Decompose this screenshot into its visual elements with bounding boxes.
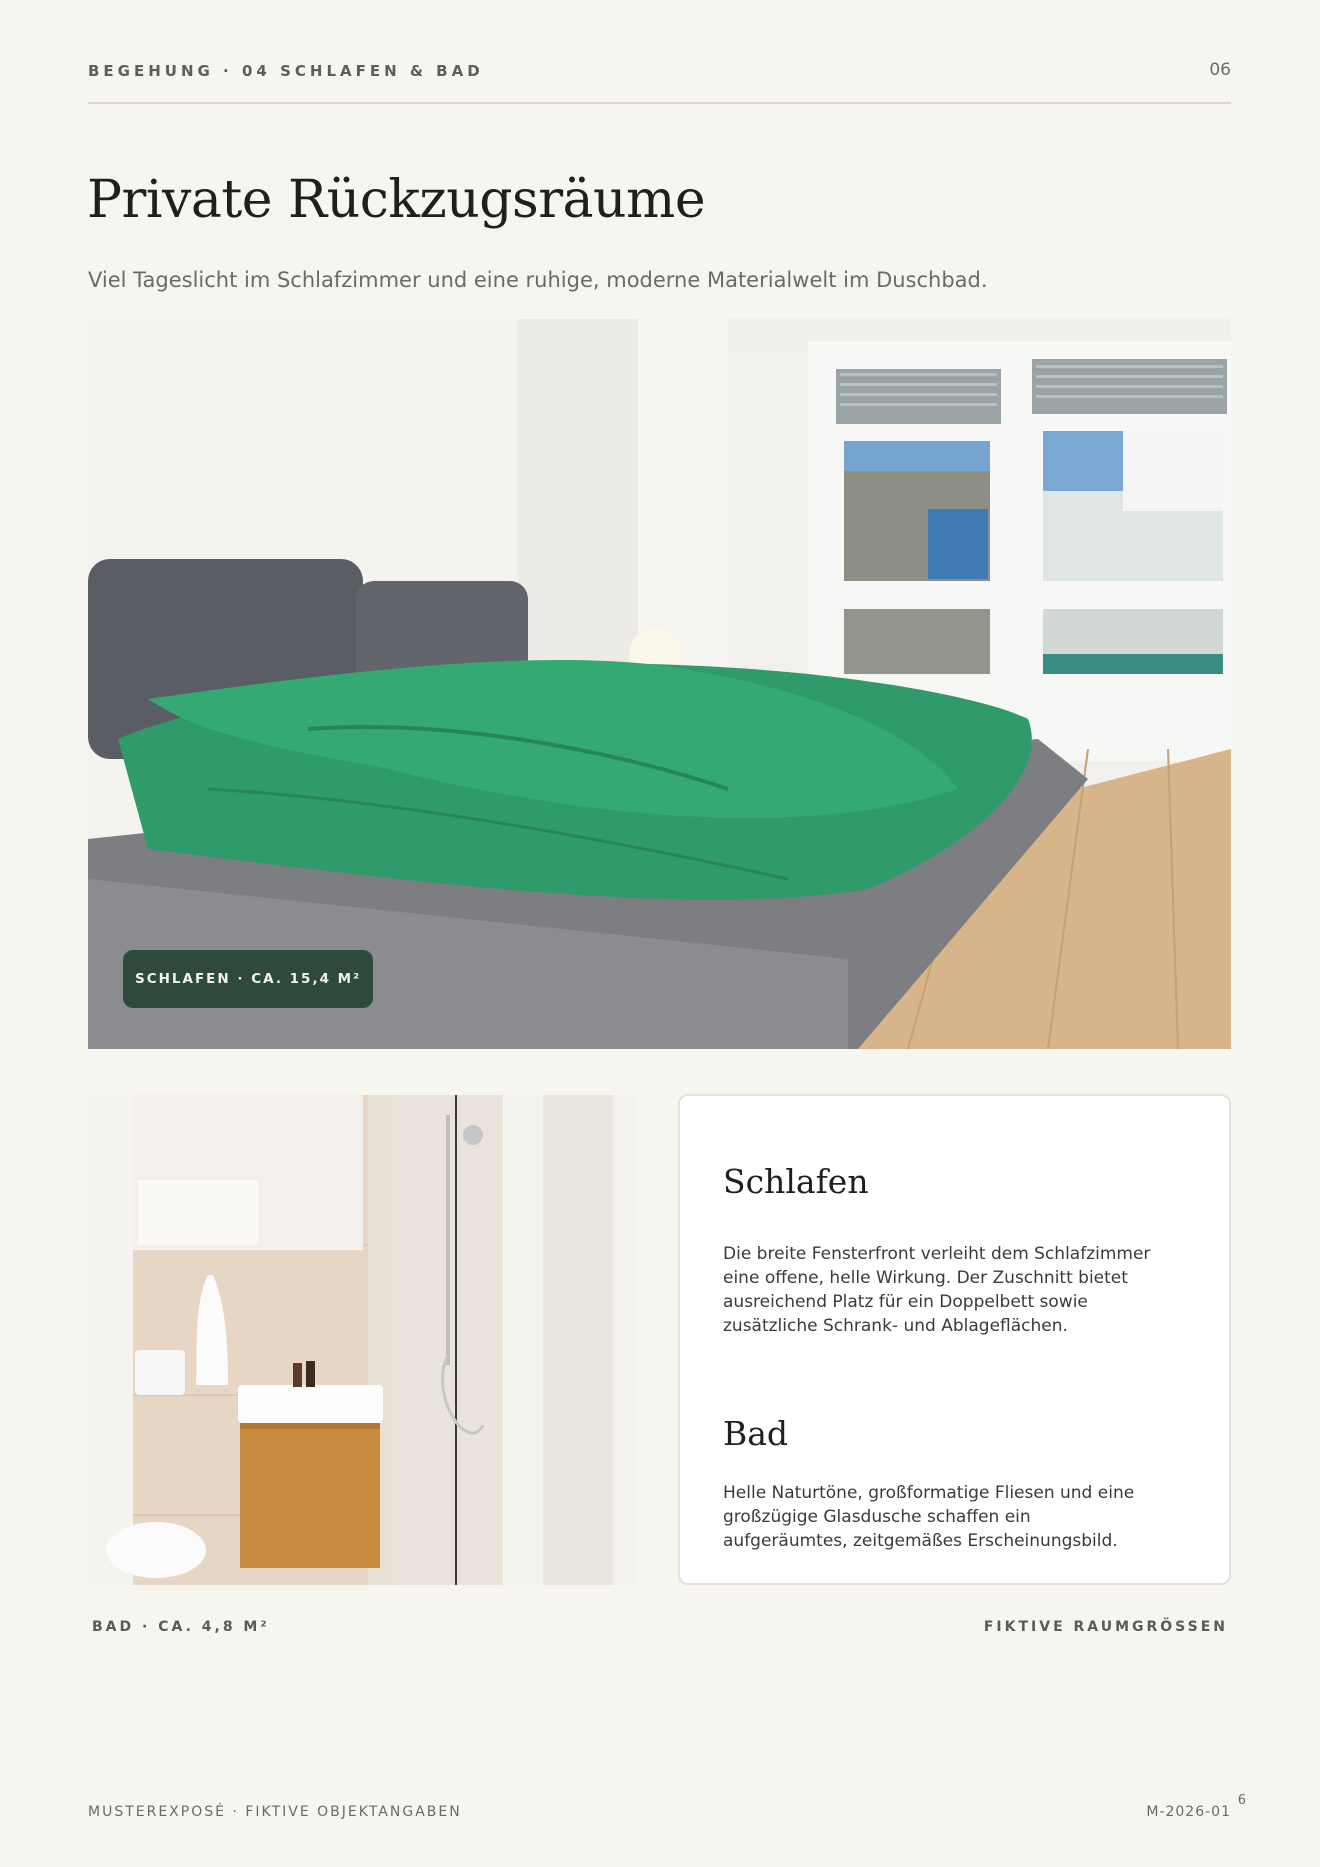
bedroom-area-badge: SCHLAFEN · CA. 15,4 M² — [123, 950, 373, 1008]
bath-area-caption: BAD · CA. 4,8 M² — [92, 1619, 270, 1635]
bad-description: Helle Naturtöne, großformatige Fliesen und eine großzügige Glasdusche schaffen ein aufgeräumtes, zeitgemäßes Erscheinungsbild. — [723, 1483, 1135, 1551]
page-title: Private Rückzugsräume — [87, 170, 706, 230]
bathroom-photo — [88, 1095, 636, 1585]
page-number: 06 — [1209, 60, 1231, 80]
info-card — [678, 1094, 1231, 1585]
bad-heading: Bad — [723, 1414, 789, 1453]
header-divider — [88, 102, 1231, 104]
schlafen-heading: Schlafen — [723, 1162, 869, 1201]
bedroom-photo — [88, 319, 1231, 1049]
page-subtitle: Viel Tageslicht im Schlafzimmer und eine ruhige, moderne Materialwelt im Duschbad. — [88, 268, 988, 292]
section-label: BEGEHUNG · 04 SCHLAFEN & BAD — [88, 62, 484, 80]
fictional-sizes-note: FIKTIVE RAUMGRÖSSEN — [983, 1619, 1228, 1635]
footer-document-label: MUSTEREXPOSÉ · FIKTIVE OBJEKTANGABEN — [88, 1804, 462, 1820]
footer-reference-code: M-2026-01 — [1146, 1804, 1231, 1820]
footer-page-superscript: 6 — [1237, 1793, 1246, 1808]
schlafen-description: Die breite Fensterfront verleiht dem Schlafzimmer eine offene, helle Wirkung. Der Zuschnitt bietet ausreichend Platz für ein Doppelbett sowie zusätzliche Schrank- und Ablageflächen. — [723, 1244, 1151, 1336]
